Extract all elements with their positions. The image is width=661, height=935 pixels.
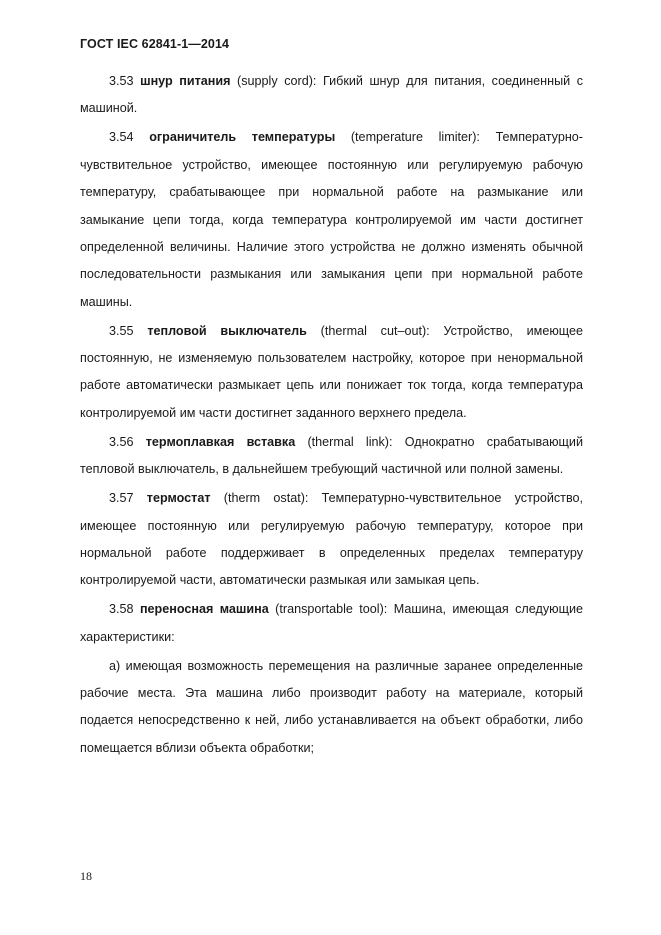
clause-term: тепловой выключатель [147, 323, 307, 338]
clause-3-58-item-a [80, 653, 583, 763]
clause-text: (transportable tool): Машина, имеющая следующие характеристики: [80, 602, 583, 644]
list-item-text: а) имеющая возможность перемещения на различные заранее определенные рабочие места. Эта машина либо производит работу на материале, который подается непосредственно к ней, либо устанавливается на объект обработки, либо помещается вблизи объекта обработки; [80, 658, 583, 755]
document-body [80, 68, 583, 764]
clause-term: термостат [146, 491, 211, 506]
clause-term: ограничитель температуры [149, 130, 336, 145]
clause-number: 3.56 [109, 434, 134, 449]
clause-number: 3.58 [109, 602, 134, 617]
clause-3-55 [80, 318, 583, 428]
clause-text: (therm ostat): Температурно-чувствительное устройство, имеющее постоянную или регулируемую рабочую температуру, которое при нормальной работе поддерживает в определенных пределах температуру контролируемой части, автоматически размыкая или замыкая цепь. [80, 491, 584, 588]
clause-term: переносная машина [139, 602, 269, 617]
clause-text: (temperature limiter): Температурно-чувствительное устройство, имеющее постоянную или регулируемую рабочую температуру, срабатывающее при нормальной работе на размыкание или замыкание цепи тогда, когда температура контролируемой им части достигнет определенной величины. Наличие этого устройства не должно изменять обычной последовательности размыкания или замыкания цепи при нормальной работе машины. [80, 130, 583, 309]
clause-3-58 [80, 596, 583, 651]
clause-text: (thermal link): Однократно срабатывающий тепловой выключатель, в дальнейшем требующий частичной или полной замены. [80, 434, 583, 477]
clause-3-56 [80, 429, 583, 484]
clause-term: термоплавкая вставка [145, 434, 296, 449]
clause-term: шнур питания [140, 74, 231, 88]
clause-number: 3.55 [109, 323, 134, 338]
clause-text: (thermal cut–out): Устройство, имеющее постоянную, не изменяемую пользователем настройку, которое при ненормальной работе автоматически размыкает цепь или понижает ток тогда, когда температура контролируемой им части достигнет заданного верхнего предела. [80, 323, 583, 420]
clause-3-57 [80, 485, 583, 595]
clause-3-53 [80, 68, 583, 123]
clause-3-54 [80, 124, 583, 316]
clause-number: 3.54 [109, 130, 134, 145]
clause-text: (supply cord): Гибкий шнур для питания, соединенный с машиной. [80, 74, 584, 116]
document-header: ГОСТ IEC 62841-1—2014 [80, 37, 230, 51]
clause-number: 3.53 [109, 74, 134, 88]
clause-number: 3.57 [109, 491, 134, 506]
page-number: 18 [80, 869, 92, 883]
